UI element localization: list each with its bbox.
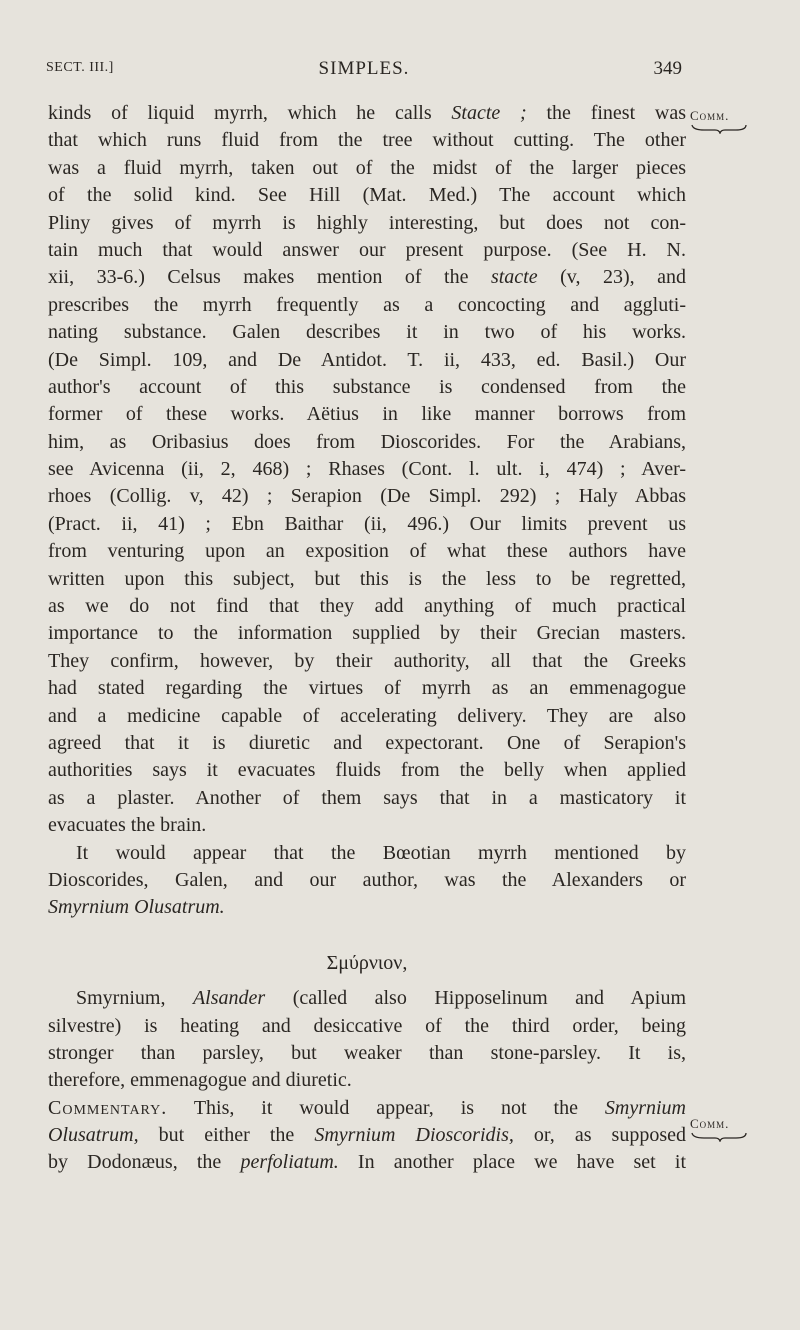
text-line: tain much that would answer our present purpose. (See H. N. [48,238,686,261]
text-line: importance to the information supplied by their Grecian masters. [48,622,686,645]
text-line: It would appear that the Bœotian myrrh mentioned by [76,841,686,864]
text-line: They confirm, however, by their authority, all that the Greeks [48,649,686,672]
text-line: (Pract. ii, 41) ; Ebn Baithar (ii, 496.) Our limits prevent us [48,512,686,535]
text-line: see Avicenna (ii, 2, 468) ; Rhases (Cont. l. ult. i, 474) ; Aver- [48,458,686,481]
text-line: former of these works. Aëtius in like manner borrows from [48,403,686,426]
text-line: nating substance. Galen describes it in two of his works. [48,321,686,344]
text-line: xii, 33-6.) Celsus makes mention of the stacte (v, 23), and [48,266,686,289]
text-line: that which runs fluid from the tree without cutting. The other [48,129,686,152]
text-line: (De Simpl. 109, and De Antidot. T. ii, 433, ed. Basil.) Our [48,348,686,371]
text-line: Olusatrum, but either the Smyrnium Dioscoridis, or, as supposed [48,1124,686,1147]
commentary-label: Commentary. [48,1096,168,1119]
text-line: prescribes the myrrh frequently as a concocting and aggluti- [48,293,686,316]
section-gap [48,922,686,950]
text-line: had stated regarding the virtues of myrrh as an emmenagogue [48,677,686,700]
running-title: SIMPLES. [318,58,410,79]
text-line: him, as Oribasius does from Dioscorides. For the Arabians, [48,430,686,453]
text-line: authorities says it evacuates fluids from the belly when applied [48,759,686,782]
text-line: therefore, emmenagogue and diuretic. [48,1069,352,1092]
text-line: was a fluid myrrh, taken out of the midst of the larger pieces [48,156,686,179]
section-label: SECT. III.] [46,60,114,75]
margin-note-comm: Comm. [690,108,748,134]
text-line: as we do not find that they add anything of much practical [48,595,686,618]
text-line: evacuates the brain. [48,814,207,837]
page-number: 349 [653,58,682,79]
page-body [48,100,686,1177]
text-line: Commentary. This, it would appear, is not the Smyrnium [48,1096,686,1119]
brace-icon [690,1132,748,1142]
entry-heading-greek: Σμύρνιον, [326,951,408,974]
text-line: Dioscorides, Galen, and our author, was the Alexanders or [48,868,686,891]
section-gap [48,977,686,985]
text-line: author's account of this substance is condensed from the [48,375,686,398]
text-line: stronger than parsley, but weaker than stone-parsley. It is, [48,1041,686,1064]
text-line: of the solid kind. See Hill (Mat. Med.) The account which [48,184,686,207]
margin-note-comm: Comm. [690,1116,748,1142]
text-line: from venturing upon an exposition of what these authors have [48,540,686,563]
text-line: Smyrnium, Alsander (called also Hipposelinum and Apium [76,987,687,1010]
text-line: Smyrnium Olusatrum. [48,896,225,919]
brace-icon [690,124,748,134]
running-header [46,58,682,82]
text-line: and a medicine capable of accelerating delivery. They are also [48,704,686,727]
text-line: silvestre) is heating and desiccative of the third order, being [48,1014,686,1037]
text-line: as a plaster. Another of them says that in a masticatory it [48,786,686,809]
text-line: by Dodonæus, the perfoliatum. In another place we have set it [48,1151,686,1174]
text-line: kinds of liquid myrrh, which he calls Stacte ; the finest was [48,102,687,124]
text-line: agreed that it is diuretic and expectorant. One of Serapion's [48,731,686,754]
text-line: rhoes (Collig. v, 42) ; Serapion (De Simpl. 292) ; Haly Abbas [48,485,686,508]
text-line: Pliny gives of myrrh is highly interesting, but does not con- [48,211,686,234]
text-line: written upon this subject, but this is the less to be regretted, [48,567,686,590]
